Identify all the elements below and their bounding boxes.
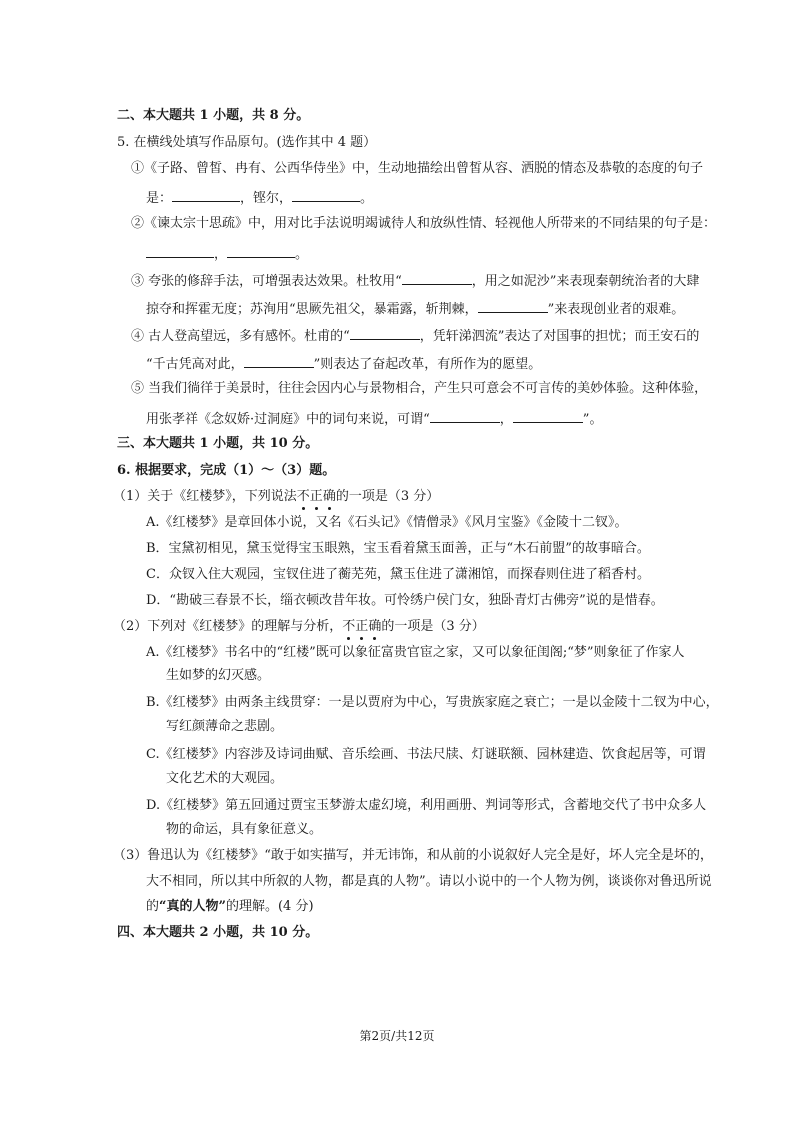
q5-item4-line2	[146, 353, 541, 374]
q5-item5-text3: ”。	[582, 412, 603, 427]
q5-item3-line1	[131, 270, 699, 291]
q6-p2-option-b-line1: B.《红楼梦》由两条主线贯穿：一是以贾府为中心，写贵族家庭之衰亡；一是以金陵十二钗为中心，	[146, 695, 719, 710]
q5-item1-text2: ，铿尔，	[240, 191, 293, 206]
q5-item2-blank2[interactable]	[227, 243, 295, 258]
q6-p1-stem	[113, 488, 439, 506]
q6-p2-stem-text2: 的一项是（3 分）	[381, 619, 485, 634]
emphasis-char: 确	[322, 489, 336, 504]
q5-item5-blank2[interactable]	[513, 408, 583, 423]
q5-item5-text2: ，	[499, 412, 513, 427]
q6-p2-option-c-line1: C.《红楼梦》内容涉及诗词曲赋、音乐绘画、书法尺牍、灯谜联额、园林建造、饮食起居等，可谓	[146, 747, 706, 762]
q5-item1-blank2[interactable]	[292, 187, 360, 202]
q5-item2-blank1[interactable]	[146, 243, 214, 258]
q5-item2-text1: ，	[214, 247, 228, 262]
q6-p2-option-c-line2: 文化艺术的大观园。	[166, 771, 284, 786]
q6-p2-option-a-line2: 生如梦的幻灭感。	[166, 668, 271, 683]
q5-item2-line2	[146, 243, 308, 264]
q5-item5-text1: 用张孝祥《念奴娇·过洞庭》中的词句来说，可谓“	[146, 412, 430, 427]
q5-item4-blank1[interactable]	[350, 325, 420, 340]
q6-p3-line2: 大不相同，所以其中所叙的人物，都是真的人物”。请以小说中的一个人物为例，谈谈你对鲁迅所说	[146, 874, 712, 889]
q6-p2-option-b-line2: 写红颜薄命之悲剧。	[166, 719, 284, 734]
q6-p1-option-d: D．“勘破三春景不长，缁衣顿改昔年妆。可怜绣户侯门女，独卧青灯古佛旁”说的是惜春。	[146, 593, 664, 608]
emphasis-char: 正	[309, 489, 323, 504]
q6-p3-text1: 的	[146, 899, 160, 914]
q6-p1-stem-text2: 的一项是（3 分）	[335, 489, 440, 504]
q5-item1-text1: 是：	[146, 191, 173, 206]
q5-stem: 5. 在横线处填写作品原句。(选作其中 4 题）	[117, 135, 377, 150]
q5-item4-text2: ，凭轩涕泗流”表达了对国事的担忧；而王安石的	[419, 329, 700, 344]
q5-item3-line2	[146, 298, 684, 319]
q6-p3-text2: 的理解。(4 分)	[225, 899, 314, 914]
emphasis-char: 正	[355, 619, 369, 634]
q6-p1-emphasis	[297, 489, 336, 504]
q6-p3-line3	[146, 898, 314, 916]
q6-p2-option-a-line1: A.《红楼梦》书名中的“红楼”既可以象征富贵官宦之家，又可以象征闺阁;“梦”则象征了作家人	[146, 645, 685, 660]
q5-item5-blank1[interactable]	[430, 408, 500, 423]
q5-item5-line2	[146, 408, 602, 429]
q5-item3-text4: ”来表现创业者的艰难。	[547, 302, 685, 317]
q5-item3-blank1[interactable]	[402, 270, 472, 285]
q5-item3-blank2[interactable]	[478, 298, 548, 313]
q6-p2-emphasis	[342, 619, 381, 634]
q5-item4-text4: ”则表达了奋起改革，有所作为的愿望。	[313, 357, 542, 372]
emphasis-char: 确	[368, 619, 382, 634]
q6-p1-stem-text1: （1）关于《红楼梦》，下列说法	[113, 489, 297, 504]
q6-p3-key-term: “真的人物”	[159, 899, 226, 914]
q5-item4-text1: ④ 古人登高望远，多有感怀。杜甫的“	[131, 329, 350, 344]
section3-heading: 三、本大题共 1 小题，共 10 分。	[117, 436, 319, 451]
q5-item1-blank1[interactable]	[172, 187, 240, 202]
q6-p1-option-a: A.《红楼梦》是章回体小说，又名《石头记》《情僧录》《风月宝鉴》《金陵十二钗》。	[146, 515, 628, 530]
emphasis-char: 不	[342, 619, 356, 634]
q6-p2-stem	[113, 618, 485, 636]
q5-item1-text3: 。	[360, 191, 374, 206]
q6-p2-option-d-line2: 物的命运，具有象征意义。	[166, 822, 323, 837]
q5-item2-line1: ②《谏太宗十思疏》中，用对比手法说明竭诚待人和放纵性情、轻视他人所带来的不同结果的句子是：	[131, 216, 717, 231]
section4-heading: 四、本大题共 2 小题，共 10 分。	[117, 925, 319, 940]
q6-stem: 6. 根据要求，完成（1）～（3）题。	[117, 463, 336, 478]
emphasis-char: 不	[296, 489, 310, 504]
q6-p1-option-c: C．众钗入住大观园，宝钗住进了蘅芜苑，黛玉住进了潇湘馆，而探春则住进了稻香村。	[146, 567, 650, 582]
page-number: 第2页/共12页	[359, 1029, 435, 1043]
q5-item3-text2: ，用之如泥沙”来表现秦朝统治者的大肆	[471, 274, 700, 289]
q5-item3-text3: 掠夺和挥霍无度；苏洵用“思厥先祖父，暴霜露，斩荆棘，	[146, 302, 478, 317]
q6-p2-option-d-line1: D.《红楼梦》第五回通过贾宝玉梦游太虚幻境，利用画册、判词等形式，含蓄地交代了书中众多人	[146, 798, 707, 813]
q6-p3-line1: （3）鲁迅认为《红楼梦》“敢于如实描写，并无讳饰，和从前的小说叙好人完全是好，坏人完全是坏的，	[113, 848, 713, 863]
q5-item4-line1	[131, 325, 699, 346]
q6-p1-option-b: B．宝黛初相见，黛玉觉得宝玉眼熟，宝玉看着黛玉面善，正与“木石前盟”的故事暗合。	[146, 541, 650, 556]
q5-item5-line1: ⑤ 当我们徜徉于美景时，往往会因内心与景物相合，产生只可意会不可言传的美妙体验。这种体验，	[131, 381, 708, 396]
q5-item1-line2	[146, 187, 373, 208]
q5-item4-blank2[interactable]	[244, 353, 314, 368]
q5-item4-text3: “千古凭高对此，	[146, 357, 244, 372]
q5-item1-line1: ①《子路、曾皙、冉有、公西华侍坐》中，生动地描绘出曾皙从容、洒脱的情态及恭敬的态度的句子	[131, 161, 704, 176]
q6-p2-stem-text1: （2）下列对《红楼梦》的理解与分析，	[113, 619, 343, 634]
q5-item3-text1: ③ 夸张的修辞手法，可增强表达效果。杜牧用“	[131, 274, 402, 289]
section2-heading: 二、本大题共 1 小题，共 8 分。	[117, 108, 310, 123]
q5-item2-text2: 。	[295, 247, 309, 262]
